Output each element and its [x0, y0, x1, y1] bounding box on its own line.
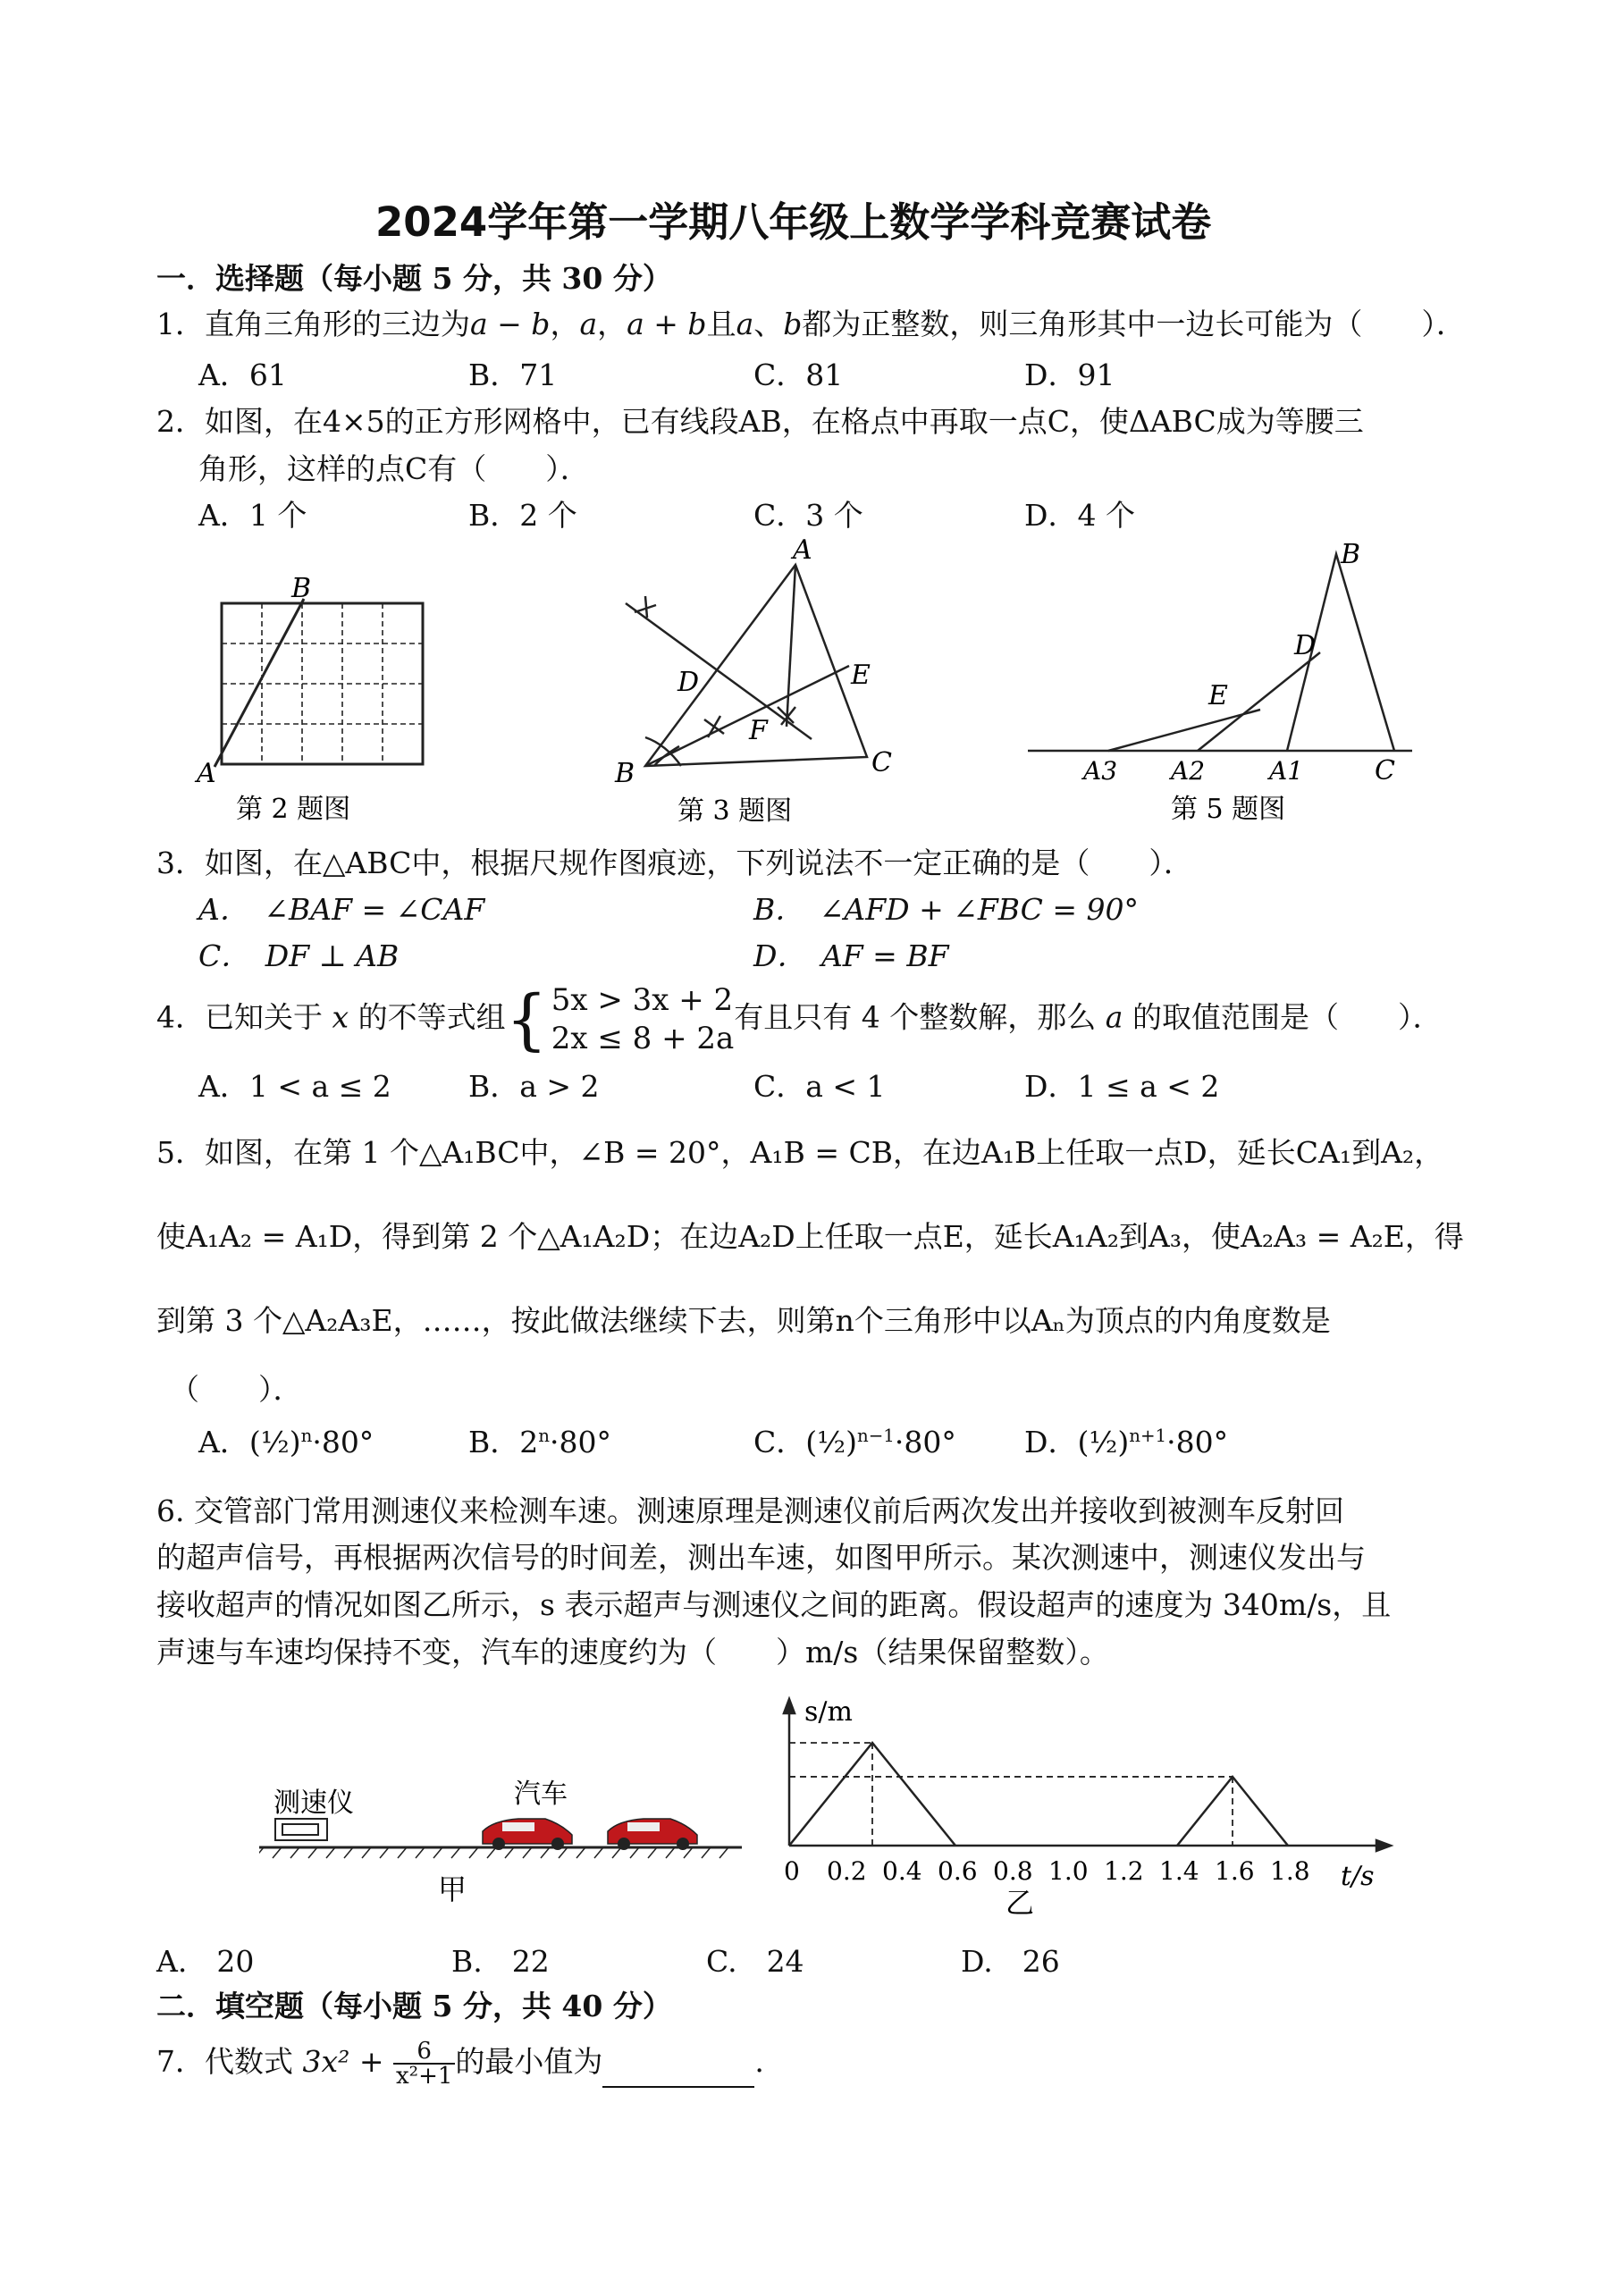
figure-5-triangles: [1019, 536, 1439, 827]
car-icon: [608, 1819, 697, 1850]
question-5-line1: 5．如图，在第 1 个△A₁BC中，∠B = 20°，A₁B = CB，在边A₁B上任取一点D，延长CA₁到A₂，: [156, 1135, 1444, 1170]
car-label: 汽车: [514, 1779, 568, 1810]
q3-option-b: B． ∠AFD + ∠FBC = 90°: [753, 892, 1139, 927]
section-heading-fill: 二．填空题（每小题 5 分，共 40 分）: [156, 1989, 672, 2023]
q5-option-d: D．(½)$^{n+1}$·80°: [1024, 1425, 1229, 1459]
jia-caption: 甲: [438, 1872, 467, 1906]
fig5-label-a3: A3: [1083, 756, 1118, 786]
x-tick-label: 0: [784, 1856, 800, 1886]
x-tick-label: 1.6: [1215, 1856, 1255, 1886]
fig5-label-e: E: [1208, 680, 1228, 711]
question-6-line1: 6. 交管部门常用测速仪来检测车速。测速原理是测速仪前后两次发出并接收到被测车反射回: [156, 1493, 1344, 1528]
x-axis-label: t/s: [1341, 1861, 1375, 1892]
q1-option-a: A．61: [198, 358, 287, 392]
question-6-line3: 接收超声的情况如图乙所示，s 表示超声与测速仪之间的距离。假设超声的速度为 340m/s，且: [156, 1587, 1392, 1622]
fig5-caption: 第 5 题图: [1171, 794, 1286, 825]
yi-caption: 乙: [1006, 1886, 1035, 1920]
q4-option-d: D．1 ≤ a < 2: [1024, 1069, 1220, 1104]
x-tick-label: 1.0: [1048, 1856, 1089, 1886]
fig5-label-a2: A2: [1171, 756, 1206, 786]
q6-option-c: C. 24: [706, 1944, 804, 1979]
figure-2-grid: [179, 563, 447, 822]
fig2-caption: 第 2 题图: [236, 794, 351, 822]
fig5-label-b: B: [1341, 539, 1361, 570]
x-tick-label: 0.2: [827, 1856, 867, 1886]
q1-option-c: C．81: [753, 358, 844, 392]
q4-option-a: A．1 < a ≤ 2: [198, 1069, 391, 1104]
q2-option-d: D．4 个: [1024, 498, 1135, 533]
q3-option-c: C． DF ⊥ AB: [198, 938, 400, 973]
fig3-label-b: B: [615, 758, 635, 789]
question-2-line1: 2．如图，在4×5的正方形网格中，已有线段AB，在格点中再取一点C，使ΔABC成为等腰三: [156, 404, 1364, 439]
q5-option-a: A．(½)$^n$·80°: [198, 1425, 374, 1459]
q5-option-c: C．(½)$^{n-1}$·80°: [753, 1425, 956, 1459]
figure-6-yi-chart: [760, 1694, 1403, 1926]
q5-option-b: B．$2^n\cdot 80^\circ$: [468, 1425, 611, 1459]
question-1-stem: 1．直角三角形的三边为a − b，a，a + b且a、b都为正整数，则三角形其中一边长可能为（ ）．: [156, 307, 1466, 341]
q3-option-a: A． ∠BAF = ∠CAF: [198, 892, 485, 927]
fig3-label-f: F: [749, 715, 768, 746]
fig3-label-d: D: [677, 667, 700, 698]
q6-option-b: B. 22: [451, 1944, 550, 1979]
fig3-label-c: C: [871, 747, 892, 778]
question-6-line2: 的超声信号，再根据两次信号的时间差，测出车速，如图甲所示。某次测速中，测速仪发出与: [156, 1540, 1366, 1575]
q4-option-b: B．a > 2: [468, 1069, 600, 1104]
fig5-label-a1: A1: [1269, 756, 1304, 786]
car-icon: [483, 1819, 572, 1850]
q3-option-d: D． AF = BF: [753, 938, 949, 973]
fig3-label-e: E: [851, 660, 871, 691]
fig5-label-d: D: [1294, 630, 1317, 661]
x-tick-label: 1.2: [1104, 1856, 1144, 1886]
question-6-line4: 声速与车速均保持不变，汽车的速度约为（ ）m/s（结果保留整数）。: [156, 1635, 1109, 1670]
question-2-line2: 角形，这样的点C有（ ）．: [198, 451, 590, 486]
x-tick-label: 0.6: [938, 1856, 978, 1886]
q1-option-d: D．91: [1024, 358, 1115, 392]
q4-option-c: C．a < 1: [753, 1069, 886, 1104]
figure-3-triangle: [599, 532, 938, 827]
q2-option-b: B．2 个: [468, 498, 577, 533]
device-label: 测速仪: [273, 1788, 354, 1819]
q6-option-a: A. 20: [156, 1944, 255, 1979]
fig2-label-a: A: [197, 758, 216, 789]
q1-option-b: B．71: [468, 358, 558, 392]
q2-option-a: A．1 个: [198, 498, 307, 533]
q2-option-c: C．3 个: [753, 498, 863, 533]
page-title: 2024学年第一学期八年级上数学学科竞赛试卷: [375, 198, 1212, 246]
x-tick-label: 1.8: [1270, 1856, 1310, 1886]
question-7-stem: 7．代数式 3x² + $\frac{6}{\text{x²+1}}$ 的最小值为 .: [156, 2038, 764, 2090]
fig2-label-b: B: [291, 573, 312, 604]
q6-option-d: D. 26: [961, 1944, 1060, 1979]
y-axis-label: s/m: [804, 1696, 853, 1728]
answer-blank[interactable]: [602, 2059, 754, 2088]
section-heading-choice: 一．选择题（每小题 5 分，共 30 分）: [156, 261, 672, 296]
x-tick-label: 0.4: [882, 1856, 922, 1886]
x-tick-label: 0.8: [993, 1856, 1033, 1886]
question-3-stem: 3．如图，在△ABC中，根据尺规作图痕迹，下列说法不一定正确的是（ ）．: [156, 845, 1193, 880]
fig3-label-a: A: [793, 534, 812, 566]
figure-6-jia: [259, 1765, 751, 1917]
fig5-label-c: C: [1375, 755, 1395, 786]
question-4-stem: 4．已知关于 x 的不等式组{ 5x > 3x + 2 2x ≤ 8 + 2a 有且只有 4 个整数解，那么 a 的取值范围是（ ）．: [156, 980, 1443, 1058]
fig3-caption: 第 3 题图: [677, 795, 793, 827]
x-tick-label: 1.4: [1159, 1856, 1199, 1886]
question-5-line2: 使A₁A₂ = A₁D，得到第 2 个△A₁A₂D；在边A₂D上任取一点E，延长A₁A₂到A₃，使A₂A₃ = A₂E，得: [156, 1219, 1464, 1254]
question-5-line3: 到第 3 个△A₂A₃E，……，按此做法继续下去，则第n个三角形中以Aₙ为顶点的内角度数是: [156, 1303, 1331, 1338]
question-5-line4: （ ）．: [170, 1372, 303, 1407]
